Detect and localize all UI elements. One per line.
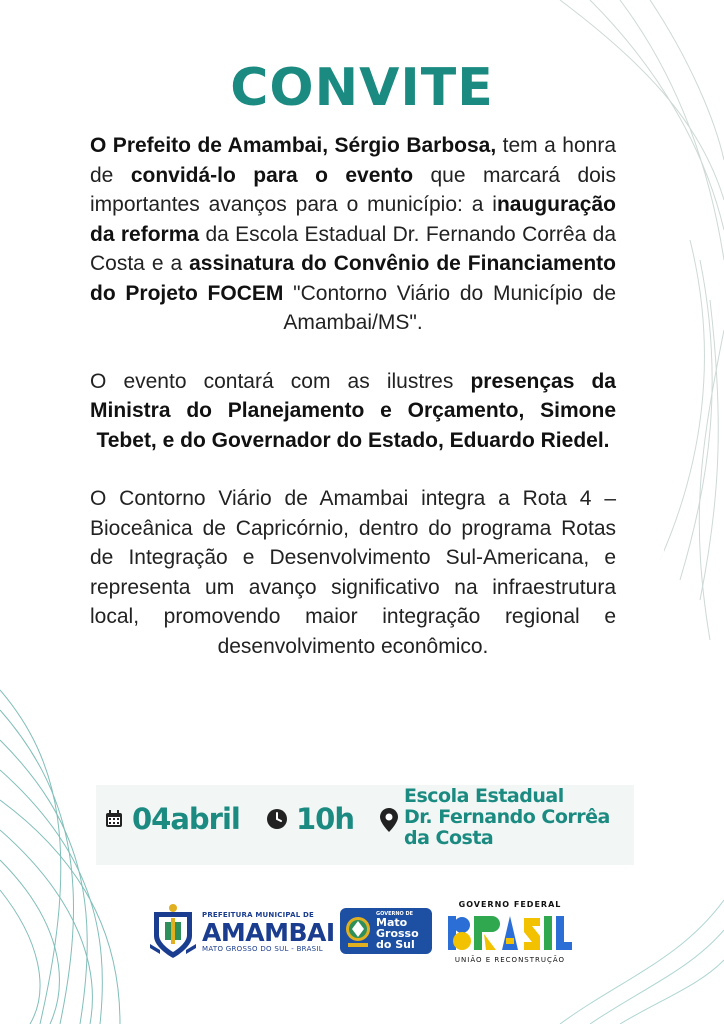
- paragraph-intro: [90, 131, 616, 338]
- event-time: [266, 802, 354, 836]
- page-title: CONVITE: [230, 58, 494, 118]
- text-segment: tem a honra de: [90, 134, 616, 187]
- text-segment: da Escola Estadual Dr. Fernando Corrêa da Costa e a: [90, 222, 617, 275]
- mayor-name: O Prefeito de Amambai, Sérgio Barbosa,: [90, 134, 497, 157]
- invitation-body: [90, 131, 616, 690]
- calendar-icon: [104, 809, 124, 829]
- ms-logo-text: [376, 912, 419, 950]
- paragraph-project: [90, 484, 616, 661]
- amambai-logo-top: PREFEITURA MUNICIPAL DE: [202, 910, 315, 919]
- clock-icon: [266, 808, 288, 830]
- location-line: Dr. Fernando Corrêa: [404, 806, 610, 828]
- ms-crest-icon: [344, 913, 372, 949]
- ms-logo-line: Mato: [376, 916, 408, 929]
- mato-grosso-do-sul-logo: [340, 908, 432, 954]
- text-segment: O Contorno Viário de Amambai integra a Rota 4 – Bioceânica de Capricórnio, dentro do programa Rotas de Integração e Desenvolvimento Sul-Americana, e representa um avanço significativo na infraestrutura local, promovendo maior integração regional e desenvolvimento econômico.: [90, 487, 616, 658]
- text-segment: "Contorno Viário do Município de Amambai/MS".: [283, 281, 616, 334]
- ms-logo-line: Grosso: [376, 927, 419, 940]
- location-pin-icon: [380, 808, 398, 832]
- event-location-text: [404, 786, 610, 849]
- agreement-phrase: assinatura do Convênio de Financiamento do Projeto FOCEM: [90, 252, 616, 305]
- guests-phrase: presenças da Ministra do Planejamento e Orçamento, Simone Tebet, e do Governador do Estado, Eduardo Riedel.: [90, 369, 616, 452]
- amambai-crest-icon: [150, 904, 196, 960]
- amambai-logo: [150, 904, 335, 960]
- amambai-logo-name: AMAMBAI: [202, 917, 335, 947]
- location-line: Escola Estadual: [404, 785, 564, 807]
- paragraph-guests: [90, 367, 616, 456]
- sponsor-logos: [0, 896, 724, 976]
- inauguration-phrase: nauguração da reforma: [90, 193, 616, 246]
- event-date-value: 04abril: [132, 802, 240, 836]
- text-segment: que marcará dois importantes avanços para o município: a i: [90, 163, 616, 216]
- invite-phrase: convidá-lo para o evento: [130, 163, 414, 187]
- federal-logo-top: GOVERNO FEDERAL: [458, 900, 562, 909]
- amambai-logo-text: [202, 912, 335, 953]
- location-line: da Costa: [404, 827, 494, 849]
- amambai-logo-sub: MATO GROSSO DO SUL - BRASIL: [202, 944, 323, 953]
- ms-logo-box: [340, 908, 432, 954]
- ms-logo-top: GOVERNO DE: [376, 911, 414, 917]
- federal-logo-bottom: UNIÃO E RECONSTRUÇÃO: [454, 956, 566, 964]
- ms-logo-line: do Sul: [376, 938, 415, 951]
- federal-government-logo: [448, 900, 572, 964]
- text-segment: O evento contará com as ilustres: [90, 369, 471, 393]
- event-date: [104, 802, 240, 836]
- event-time-value: 10h: [296, 802, 355, 836]
- brasil-wordmark: [448, 912, 572, 954]
- event-location: [380, 786, 610, 849]
